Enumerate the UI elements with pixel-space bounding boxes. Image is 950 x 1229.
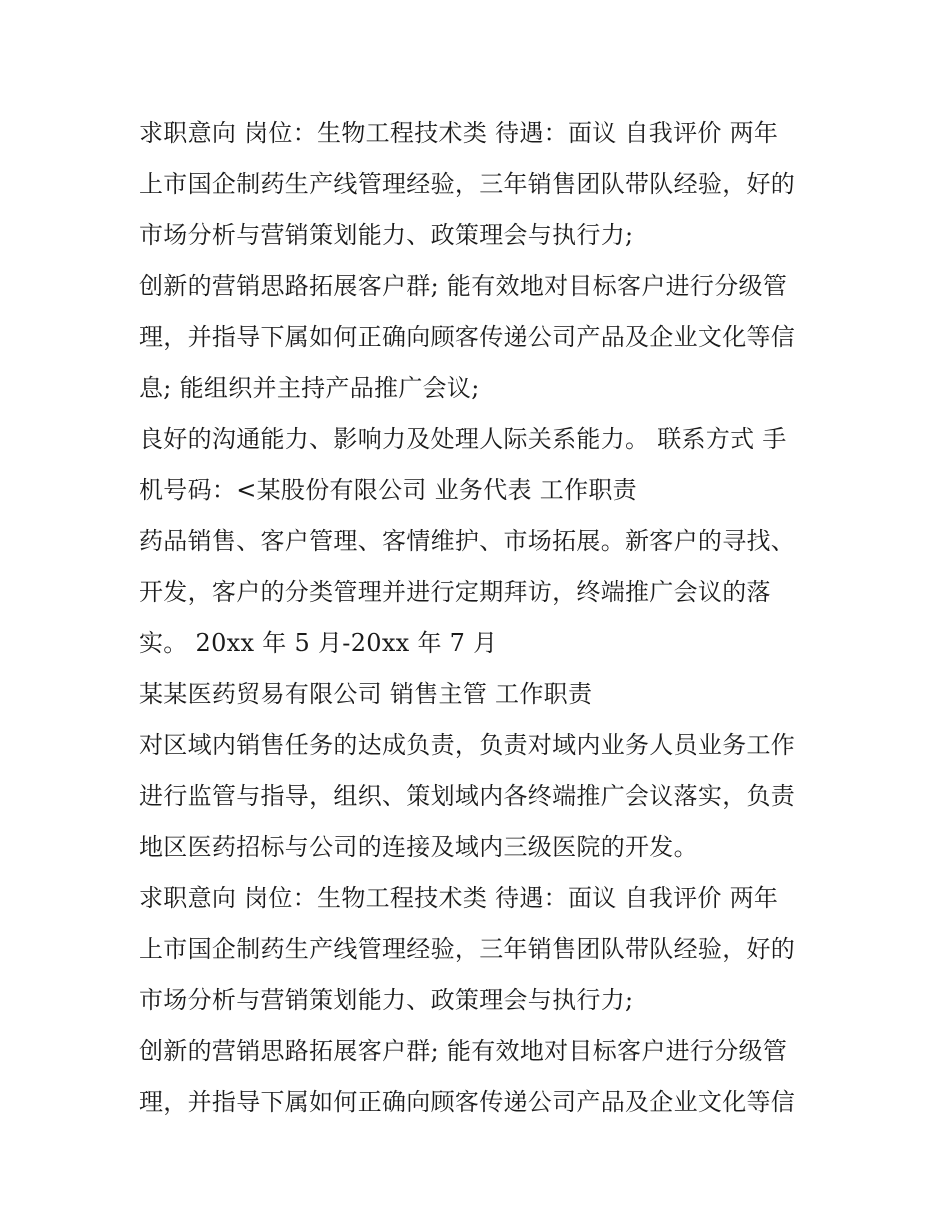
text-line: 息; 能组织并主持产品推广会议; xyxy=(139,374,480,402)
text-line: 上市国企制药生产线管理经验，三年销售团队带队经验，好的 xyxy=(139,935,796,963)
text-line: 药品销售、客户管理、客情维护、市场拓展。新客户的寻找、 xyxy=(139,527,796,555)
text-line: 市场分析与营销策划能力、政策理会与执行力; xyxy=(139,986,634,1014)
text-line: 理，并指导下属如何正确向顾客传递公司产品及企业文化等信 xyxy=(139,323,796,351)
text-line: 创新的营销思路拓展客户群; 能有效地对目标客户进行分级管 xyxy=(139,1037,788,1065)
text-line: 开发，客户的分类管理并进行定期拜访，终端推广会议的落 xyxy=(139,578,771,606)
text-line: 某某医药贸易有限公司 销售主管 工作职责 xyxy=(139,680,593,708)
document-body xyxy=(139,108,819,1128)
text-line: 实。 20xx 年 5 月-20xx 年 7 月 xyxy=(139,629,498,657)
text-line: 进行监管与指导，组织、策划域内各终端推广会议落实，负责 xyxy=(139,782,796,810)
text-line: 市场分析与营销策划能力、政策理会与执行力; xyxy=(139,221,634,249)
text-line: 创新的营销思路拓展客户群; 能有效地对目标客户进行分级管 xyxy=(139,272,788,300)
text-line: 理，并指导下属如何正确向顾客传递公司产品及企业文化等信 xyxy=(139,1088,796,1116)
text-line: 地区医药招标与公司的连接及域内三级医院的开发。 xyxy=(139,833,698,861)
text-line: 求职意向 岗位：生物工程技术类 待遇：面议 自我评价 两年 xyxy=(139,884,779,912)
text-line: 机号码：<某股份有限公司 业务代表 工作职责 xyxy=(139,476,637,504)
text-line: 上市国企制药生产线管理经验，三年销售团队带队经验，好的 xyxy=(139,170,796,198)
text-line: 对区域内销售任务的达成负责，负责对域内业务人员业务工作 xyxy=(139,731,796,759)
text-line: 良好的沟通能力、影响力及处理人际关系能力。 联系方式 手 xyxy=(139,425,787,453)
text-line: 求职意向 岗位：生物工程技术类 待遇：面议 自我评价 两年 xyxy=(139,119,779,147)
